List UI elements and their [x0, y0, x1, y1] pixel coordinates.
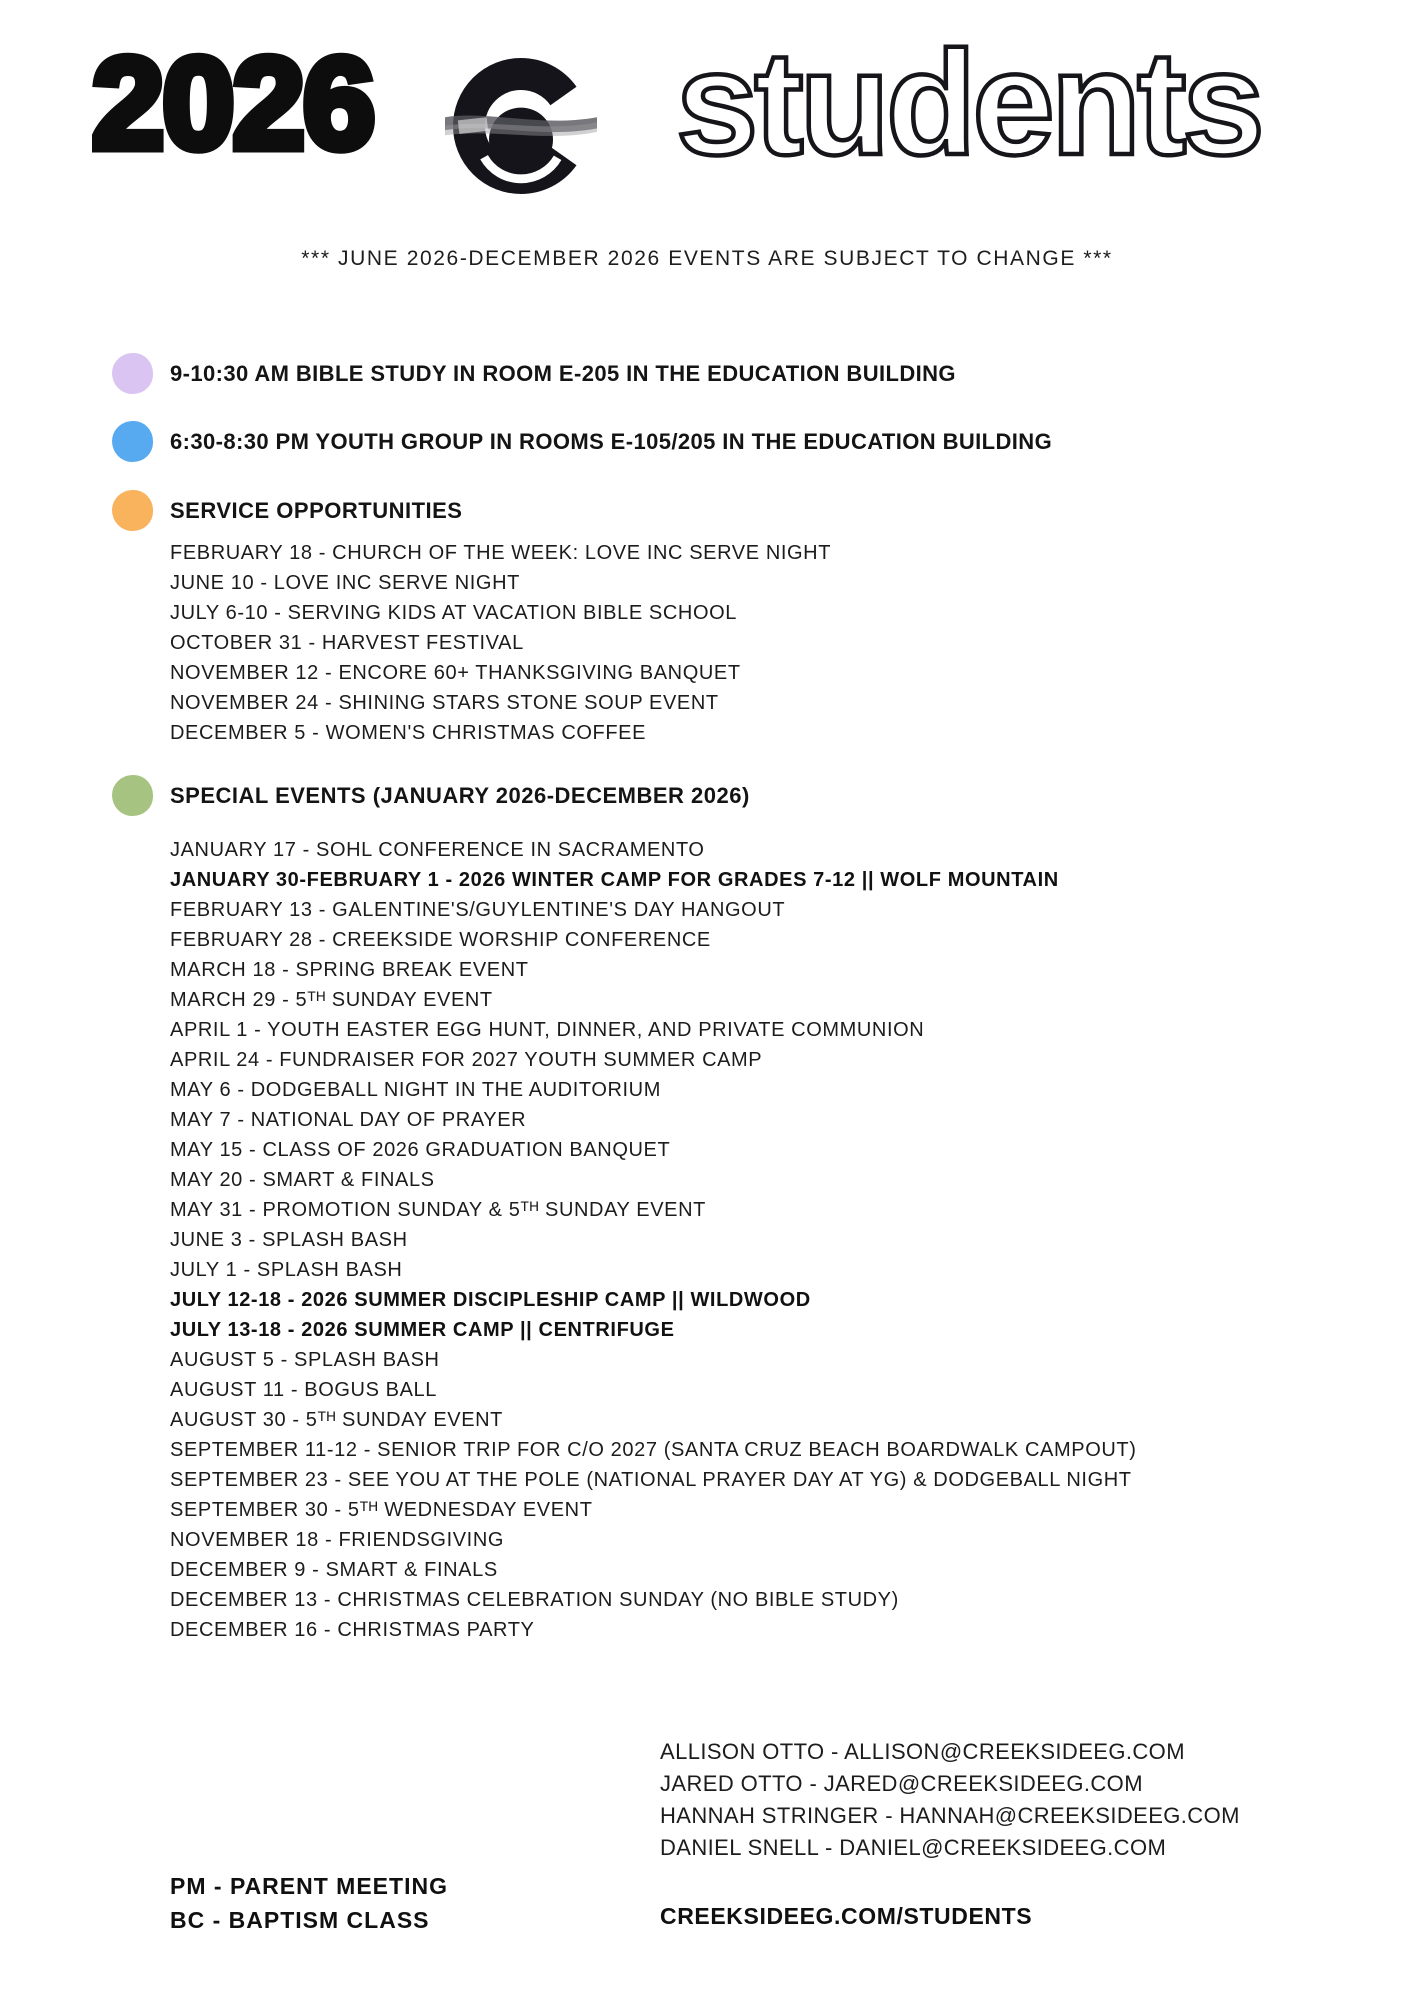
- event-item: DECEMBER 13 - CHRISTMAS CELEBRATION SUNDAY (NO BIBLE STUDY): [170, 1589, 899, 1611]
- event-item: OCTOBER 31 - HARVEST FESTIVAL: [170, 632, 524, 654]
- event-item: MAY 31 - PROMOTION SUNDAY & 5ᵀᴴ SUNDAY EVENT: [170, 1199, 706, 1221]
- event-item: MAY 7 - NATIONAL DAY OF PRAYER: [170, 1109, 527, 1131]
- event-item: JANUARY 30-FEBRUARY 1 - 2026 WINTER CAMP FOR GRADES 7-12 || WOLF MOUNTAIN: [170, 869, 1059, 891]
- event-item: JULY 13-18 - 2026 SUMMER CAMP || CENTRIFUGE: [170, 1319, 675, 1341]
- year-title: [86, 42, 416, 167]
- service-event-list: [170, 538, 831, 748]
- purple-bullet-icon: [112, 353, 153, 394]
- green-bullet-icon: [112, 775, 153, 816]
- legend-item: PM - PARENT MEETING: [170, 1873, 448, 1899]
- change-notice: *** JUNE 2026-DECEMBER 2026 EVENTS ARE SUBJECT TO CHANGE ***: [301, 247, 1113, 270]
- creekside-logo-icon: [445, 50, 597, 210]
- section-special-events-header: [112, 775, 750, 816]
- contact-item: HANNAH STRINGER - HANNAH@CREEKSIDEEG.COM: [660, 1803, 1240, 1828]
- weekly-item-bible-study: [112, 353, 956, 394]
- weekly-item-label: 6:30-8:30 PM YOUTH GROUP IN ROOMS E-105/205 IN THE EDUCATION BUILDING: [170, 428, 1053, 454]
- event-item: AUGUST 11 - BOGUS BALL: [170, 1379, 437, 1401]
- contact-item: DANIEL SNELL - DANIEL@CREEKSIDEEG.COM: [660, 1835, 1167, 1860]
- section-service-opportunities-header: [112, 490, 462, 531]
- section-title: SPECIAL EVENTS (JANUARY 2026-DECEMBER 2026): [170, 782, 750, 808]
- event-item: MARCH 18 - SPRING BREAK EVENT: [170, 959, 529, 981]
- event-item: NOVEMBER 24 - SHINING STARS STONE SOUP EVENT: [170, 692, 719, 714]
- event-item: AUGUST 5 - SPLASH BASH: [170, 1349, 440, 1371]
- event-item: DECEMBER 16 - CHRISTMAS PARTY: [170, 1619, 535, 1641]
- legend-item: BC - BAPTISM CLASS: [170, 1907, 430, 1933]
- contact-item: ALLISON OTTO - ALLISON@CREEKSIDEEG.COM: [660, 1739, 1185, 1764]
- students-text: students: [676, 32, 1261, 186]
- weekly-item-youth-group: [112, 421, 1052, 462]
- abbreviation-legend: [170, 1869, 448, 1937]
- event-item: MAY 15 - CLASS OF 2026 GRADUATION BANQUET: [170, 1139, 671, 1161]
- event-item: SEPTEMBER 11-12 - SENIOR TRIP FOR C/O 2027 (SANTA CRUZ BEACH BOARDWALK CAMPOUT): [170, 1439, 1137, 1461]
- event-item: APRIL 1 - YOUTH EASTER EGG HUNT, DINNER, AND PRIVATE COMMUNION: [170, 1019, 925, 1041]
- website-text: CREEKSIDEEG.COM/STUDENTS: [660, 1903, 1033, 1929]
- year-text: 2026: [92, 42, 374, 167]
- section-title: SERVICE OPPORTUNITIES: [170, 497, 463, 523]
- event-item: MAY 6 - DODGEBALL NIGHT IN THE AUDITORIUM: [170, 1079, 661, 1101]
- orange-bullet-icon: [112, 490, 153, 531]
- event-item: JULY 12-18 - 2026 SUMMER DISCIPLESHIP CAMP || WILDWOOD: [170, 1289, 811, 1311]
- event-item: SEPTEMBER 23 - SEE YOU AT THE POLE (NATIONAL PRAYER DAY AT YG) & DODGEBALL NIGHT: [170, 1469, 1132, 1491]
- event-item: FEBRUARY 28 - CREEKSIDE WORSHIP CONFERENCE: [170, 929, 711, 951]
- event-item: MAY 20 - SMART & FINALS: [170, 1169, 435, 1191]
- special-event-list: [170, 835, 1136, 1645]
- event-item: DECEMBER 5 - WOMEN'S CHRISTMAS COFFEE: [170, 722, 647, 744]
- event-item: SEPTEMBER 30 - 5ᵀᴴ WEDNESDAY EVENT: [170, 1499, 593, 1521]
- event-item: FEBRUARY 13 - GALENTINE'S/GUYLENTINE'S DAY HANGOUT: [170, 899, 786, 921]
- weekly-item-label: 9-10:30 AM BIBLE STUDY IN ROOM E-205 IN THE EDUCATION BUILDING: [170, 360, 956, 386]
- event-item: NOVEMBER 18 - FRIENDSGIVING: [170, 1529, 505, 1551]
- event-item: NOVEMBER 12 - ENCORE 60+ THANKSGIVING BANQUET: [170, 662, 741, 684]
- event-item: FEBRUARY 18 - CHURCH OF THE WEEK: LOVE INC SERVE NIGHT: [170, 542, 832, 564]
- event-item: APRIL 24 - FUNDRAISER FOR 2027 YOUTH SUMMER CAMP: [170, 1049, 763, 1071]
- event-item: JUNE 3 - SPLASH BASH: [170, 1229, 408, 1251]
- event-item: MARCH 29 - 5ᵀᴴ SUNDAY EVENT: [170, 989, 493, 1011]
- event-item: JANUARY 17 - SOHL CONFERENCE IN SACRAMENTO: [170, 839, 705, 861]
- contacts-list: [660, 1736, 1240, 1864]
- event-item: JULY 1 - SPLASH BASH: [170, 1259, 403, 1281]
- event-item: AUGUST 30 - 5ᵀᴴ SUNDAY EVENT: [170, 1409, 504, 1431]
- blue-bullet-icon: [112, 421, 153, 462]
- event-item: JULY 6-10 - SERVING KIDS AT VACATION BIBLE SCHOOL: [170, 602, 737, 624]
- contact-item: JARED OTTO - JARED@CREEKSIDEEG.COM: [660, 1771, 1143, 1796]
- event-item: JUNE 10 - LOVE INC SERVE NIGHT: [170, 572, 520, 594]
- event-item: DECEMBER 9 - SMART & FINALS: [170, 1559, 498, 1581]
- students-wordmark: [672, 32, 1372, 187]
